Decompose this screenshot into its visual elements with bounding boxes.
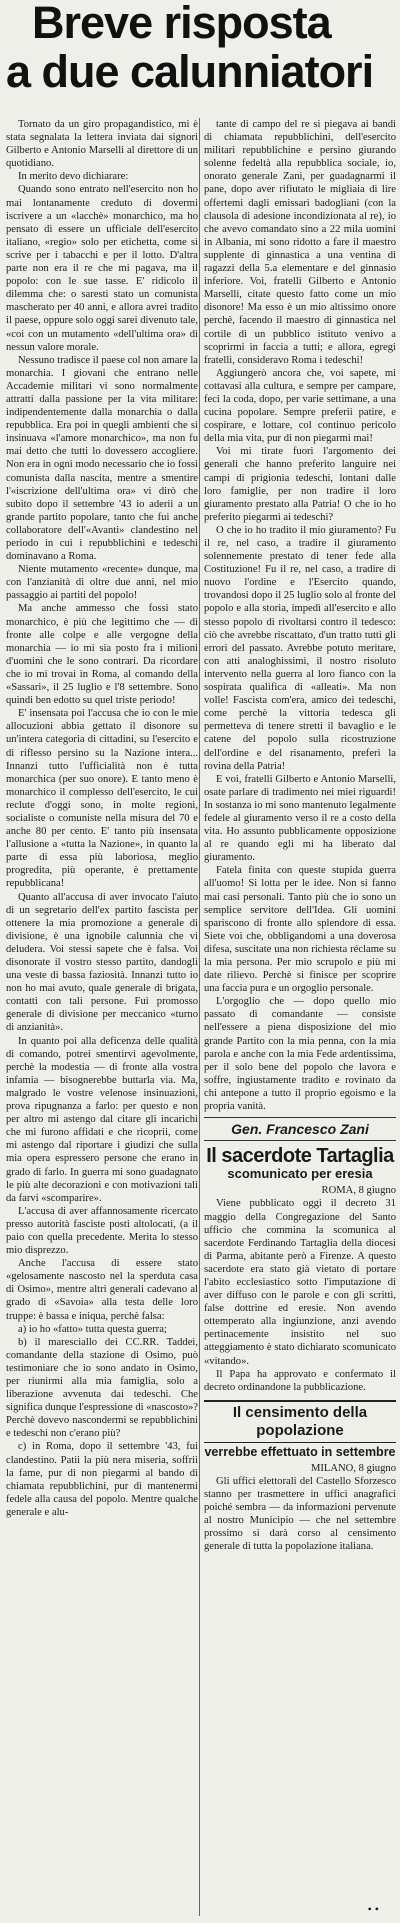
paragraph: Aggiungerò ancora che, voi sapete, mi cottavasi alla cultura, e sempre per campare, feci la coda, dopo, per varie settimane, a una cucina popolare. Sempre preferii patire, e cospirare, e lottare, col continuo pericolo della mia vita, pur di non piegarmi mai!	[204, 367, 396, 445]
paragraph: a) io ho «fatto» tutta questa guerra;	[18, 1323, 167, 1335]
article-title: Il censimento della popolazione	[204, 1400, 396, 1443]
paragraph: L'accusa di aver affannosamente ricercato presso autorità fasciste posti altolocati, (a il paio con quella precedente. Merita lo stesso mio disprezzo.	[6, 1205, 198, 1257]
paragraph: tante di campo del re si piegava ai bandi di chiamata repubblichini, dell'esercito militari repubblichine e persino giurando solenne fedeltà alla repubblica sociale, io, onorato generale Zani, per guadagnarmi il pane, dopo aver rifiutato le migliaia di lire offertemi dagli emissari badogliani (con la clausola di adesione incondizionata al re), io che avevo comandato sino a 22 mila uomini in Albania, mi sono ridotto a fare il maestro supplente di ginnastica a una ventina di ragazzi della 5.a elementare e del ginnasio inferiore. Voi, fratelli Gilberto e Antonio Marselli, citate questo fatto come un mio disonore! Ma esso è un mio altissimo onore perchè, facendo il maestro di ginnastica nel cortile di un pubblico istituto venivo a scoprirmi in faccia a tutti; e allora, egregi fratelli, consideravo Roma i tedeschi!	[204, 119, 396, 366]
headline	[6, 0, 396, 97]
paragraph: Quanto all'accusa di aver invocato l'aiuto di un segretario dell'ex partito fascista per ottenere la mia promozione a generale di divisione, è una ignobile calunnia che vi deludera. Voi stessi sapete che è falsa. Voi disonorate il vostro stesso partito, dandogli una veste di bassa faziosità. Innanzi tutto io non ho mai avuto, quale generale di brigata, contatti con tali persone. Fui promosso generale di divisione per meccanico «turno di anzianità».	[6, 891, 198, 1034]
signature: Gen. Francesco Zani	[231, 1121, 369, 1138]
paragraph: L'orgoglio che — dopo quello mio passato di comandante — consiste nell'essere a piena disposizione del mio grande Partito con la mia penna, con la mia parola e anche con la mia Fede ardentissima, per il solo bene del popolo che lavora e soffre, ingiustamente tradito e rovinato da chi antepone a tutto il proprio egoismo e la propria vanità.	[204, 996, 396, 1113]
right-column	[204, 118, 396, 1918]
column-divider	[199, 118, 200, 1916]
paragraph: In quanto poi alla deficenza delle qualità di comando, potrei smentirvi agevolmente, perchè la modestia — di fronte alla vostra infamia — bisognerebbe buttarla via. Ma, malgrado le vostre velenose insinuazioni, prova ripugnanza a farlo: per questo e non per altro mi astengo dal citare gli incarichi che mi furono affidati e che ricoprii, come mi astengo dal riportare i giudizi che sulla mia opera espressero persone che erano in grado di farlo. In guerra mi sono guadagnato le più alte decorazioni e con motivazioni tali da farvi «scomparire».	[6, 1035, 198, 1204]
paragraph: Anche l'accusa di essere stato «gelosamente nascosto nel la sperduta casa di Osimo», mentre altri generali cadevano al grado di «Savoia» alla testa delle loro truppe: è bassa e iniqua, perchè falsa:	[6, 1258, 198, 1322]
paragraph: E' insensata poi l'accusa che io con le mie allocuzioni abbia gettato il disonore su un'intera categoria di cittadini, su l'esercito e di riflesso persino su la Nazione intera... Innanzi tutto l'ufficialità non è tutta monarchica (per suo onore). E tanto meno è monarchico il complesso dell'esercito, le cui reclute d'oggi sono, in molte regioni, socialiste o comuniste nella misura del 70 e anche 80 per cento. E' tanto più insensata l'allusione a «tutta la Nazione», in quanto la parte di essa più laboriosa, meglio progredita, più operante, è prettamente repubblicana!	[6, 708, 198, 890]
paragraph: E voi, fratelli Gilberto e Antonio Marselli, osate parlare di tradimento nei miei riguardi! In sostanza io mi sono mantenuto legalmente fedele al giuramento verso il re a costo della vita. Ho assunto pubblicamente opposizione al re quando egli mi ha liberato dal giuramento.	[204, 773, 396, 864]
paragraph: Nessuno tradisce il paese col non amare la monarchia. I giovani che entrano nelle Accademie militari vi sono normalmente attratti dalla passione per la vita militare: indipendentemente dalla monarchia o dalla repubblica. Era poi in quegli ambienti che si insinuava «l'amore monarchico», ma non fu mai detto che tutti lo dovessero accogliere. Non era in ogni modo necessario che io fossi comunista dalla nascita, mentre a smentire l'«iscrizione dell'ultima ora» vi dirò che subito dopo il settembre '43 io aderii a un grande partito popolare, tanto che fui anche collaboratore dell'«Avanti» clandestino nel periodo in cui i repubblichini e tedeschi dominavano a Roma.	[6, 354, 198, 563]
paragraph: c) in Roma, dopo il settembre '43, fui clandestino. Patii la più nera miseria, soffrii la fame, pur di non piegarmi al bando di chiamata repubblichini, pur di mantenermi fedele alla causa del popolo. Mentre qualche generale e alu-	[6, 1441, 198, 1518]
article-title: Il sacerdote Tartaglia	[206, 1145, 394, 1168]
headline-line-1: Breve risposta	[32, 0, 331, 48]
dateline: ROMA, 8 giugno	[321, 1185, 396, 1197]
left-column	[6, 118, 198, 1916]
paragraph: Niente mutamento «recente» dunque, ma con l'anzianità di oltre due anni, nel mio passaggio ai partiti del popolo!	[6, 564, 198, 602]
paragraph: Quando sono entrato nell'esercito non ho mai lontanamente creduto di dovermi iscrivere a un «lacchè» monarchico, ma ho pensato di essere un ufficiale dell'esercito italiano, «regio» solo per etichetta, come si scrive per i tabacchi e per il lotto. D'altra parte non era il re che mi pagava, ma il popolo: con le sue tasse. E' ridicolo il dilemma che: o saresti stato un comunista mascherato per 40 anni, e allora avrei tradito il paese, oppure solo oggi sarei divenuto tale, «coi con un mutamento «dell'ultima ora» di nessun valore morale.	[6, 184, 198, 353]
paragraph: Il Papa ha approvato e confermato il decreto ordinandone la pubblicazione.	[204, 1368, 396, 1393]
paragraph: Viene pubblicato oggi il decreto 31 maggio della Congregazione del Santo ufficio che commina la scomunica al sacerdote Ferdinando Tartaglia della diocesi di Parma, abitante però a Firenze. A questo sacerdote era stato già vietato di portare l'abito ecclesiastico sotto l'imputazione di aver diffuso con le parole e con gli scritti, false dottrine ed eresie. Non avendo ottemperato alla ingiunzione, anzi avendo pertinacemente insistito nel suo atteggiamento è stato dichiarato scomunicato «vitando».	[204, 1198, 396, 1367]
paragraph: Tornato da un giro propagandistico, mi è stata segnalata la lettera inviata dai signori Gilberto e Antonio Marselli al direttore di un quotidiano.	[6, 119, 198, 170]
paragraph: In merito devo dichiarare:	[18, 171, 129, 183]
paragraph: Gli uffici elettorali del Castello Sforzesco stanno per trasmettere in uffici anagrafici poiché sembra — da informazioni pervenute al nostro Municipio — che nel settembre prossimo si darà corso al censimento generale di tutta la popolazione italiana.	[204, 1476, 396, 1553]
article-subtitle: verrebbe effettuato in settembre	[204, 1444, 396, 1459]
paragraph: b) il maresciallo dei CC.RR. Taddei, comandante della stazione di Osimo, può testimoniare che io sono andato in Osimo, per riunirmi alla mia famiglia, solo a liberazione avvenuta dai tedeschi. Che significa dunque l'espressione di «nascosto»? Perchè dovevo nascondermi se repubblichini e tedeschi non c'erano più?	[6, 1336, 198, 1440]
paragraph: Fatela finita con queste stupida guerra all'uomo! Si lotta per le idee. Non si fanno mai casi personali. Tanto più che io sono un semplice servitore dell'Idea. Gli uomini spariscono di fronte allo splendore di essa. Siete voi che, obbligandomi a una doverosa difesa, suscitate una non richiesta réclame su la mia persona. Per mio scrupolo e più mi date rilievo. Perchè si finisce per scoprire una faccia pura e un orgoglio personale.	[204, 865, 396, 995]
divider	[204, 1117, 396, 1118]
paragraph: O che io ho tradito il mio giuramento? Fu il re, nel caso, a tradire il giuramento solennemente prestato di tener fede alla Costituzione! Fu il re, nel caso, a tradire di nuovo l'ordine e l'Esercito quando, trovandosi dopo il 25 luglio solo al fronte del popolo e alla storia, impedì all'esercito e allo stesso popolo di rivoltarsi contro il tedesco: ciò che avrebbe riscattato, d'un tratto tutti gli errori del passato. Avrebbe potuto meritare, con atti analoghissimi, il nostro risoluto intervento nella guerra al loro fianco con la sospirata qualifica di «alleati». Ma non volle! Fascista com'era, amico dei tedeschi, come perchè la vittoria tedesca gli permetteva di tenere stretti il bavaglio e le catene del popolo sulla ricostruzione dell'ordine e del risanamento, preferì la rovina della Patria!	[204, 524, 396, 772]
headline-line-2: a due calunniatori	[6, 46, 374, 97]
divider	[204, 1140, 396, 1141]
end-mark: ••	[367, 1902, 382, 1916]
article-subtitle: scomunicato per eresia	[227, 1166, 373, 1182]
paragraph: Ma anche ammesso che fossi stato monarchico, è più che legittimo che — di fronte alle colpe e alle vergogne della monarchia — io mi sia posto fra i milioni d'uomini che le sono contrari. Da ricordare che io mi trovai in Roma, al comando della «Sassari», il 25 luglio e l'8 settembre. Sono quindi ben edotto su quel triste periodo!	[6, 603, 198, 707]
dateline: MILANO, 8 giugno	[310, 1462, 396, 1474]
paragraph: Voi mi tirate fuori l'argomento dei generali che hanno preferito languire nei campi di prigionia tedeschi, lontani dalle loro famiglie, per non tradire il loro giuramento prestato alla Patria! O che io ho preferito piegarmi ai tedeschi?	[204, 446, 396, 523]
